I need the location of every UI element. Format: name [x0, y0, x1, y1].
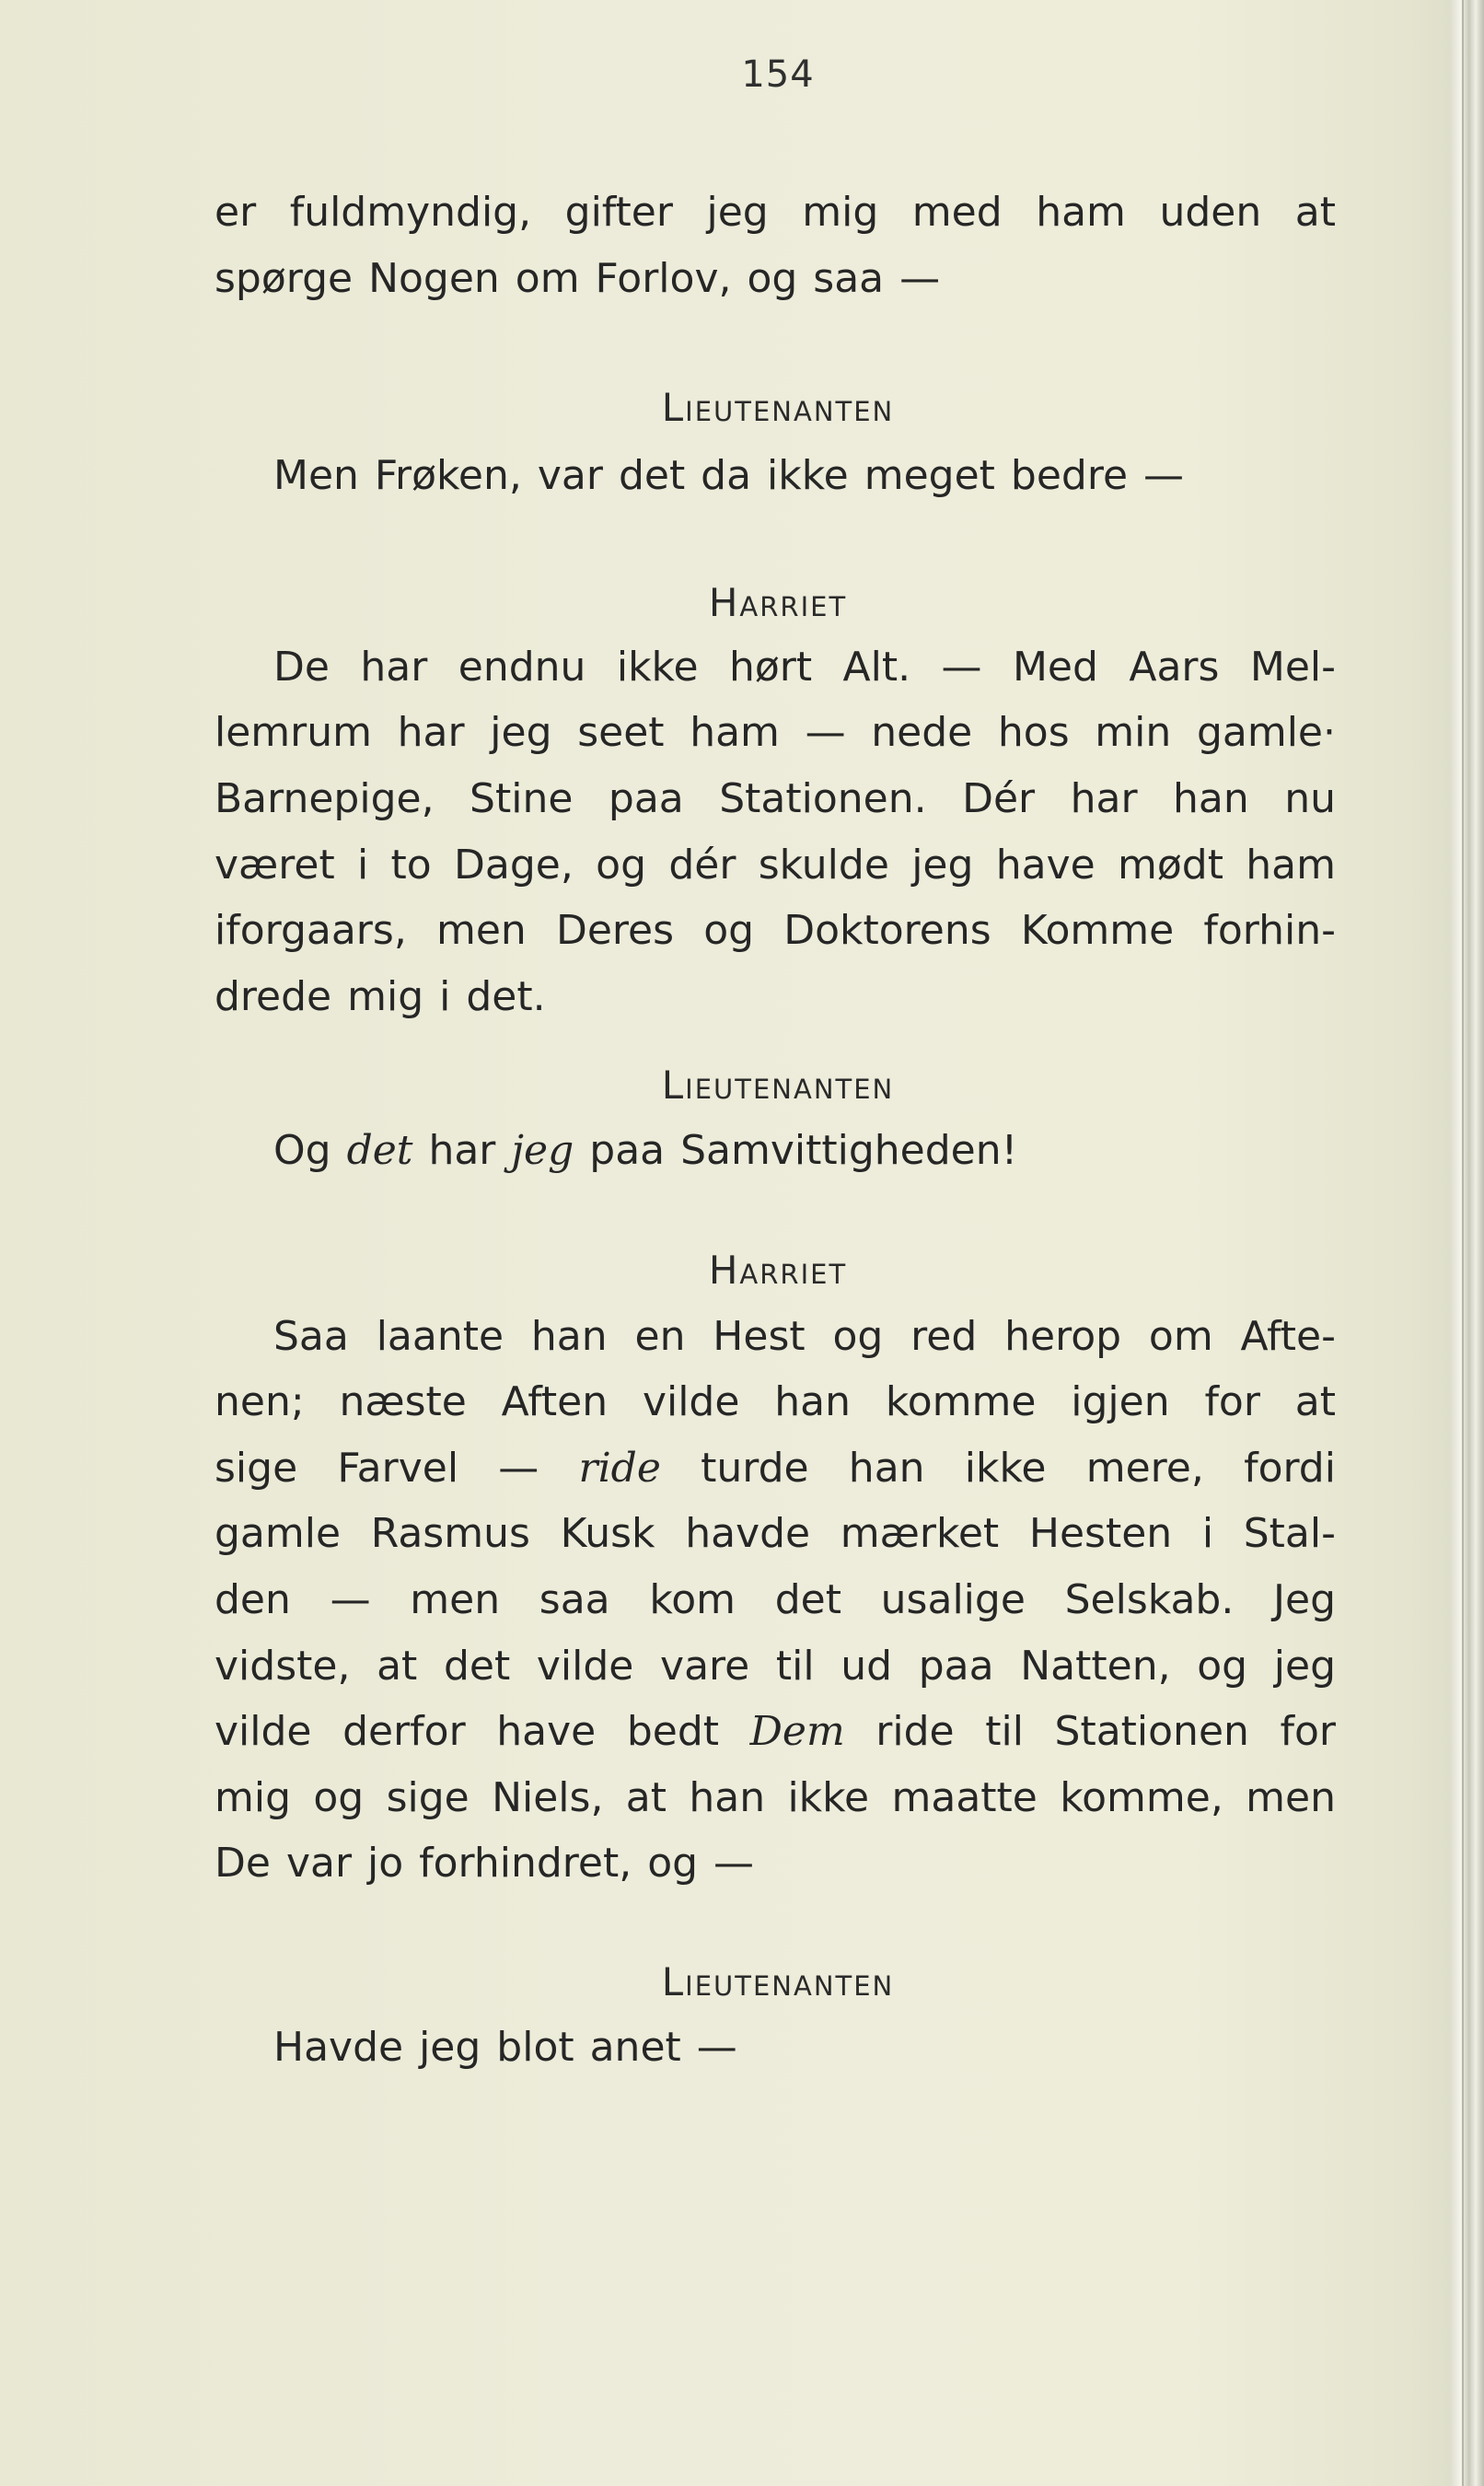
- speaker-name: Lieutenanten: [661, 385, 895, 430]
- text-line: De har endnu ikke hørt Alt. — Med Aars Mel-: [273, 644, 1336, 691]
- page-number: 154: [741, 53, 815, 96]
- emphasis: Dem: [749, 1708, 845, 1755]
- text-line: spørge Nogen om Forlov, og saa —: [214, 255, 941, 302]
- text-line: Men Frøken, var det da ikke meget bedre —: [273, 452, 1185, 499]
- text-line: den — men saa kom det usalige Selskab. Jeg: [214, 1576, 1336, 1623]
- text-fragment: turde han ikke mere, fordi: [701, 1445, 1336, 1492]
- speaker-name: Lieutenanten: [661, 1959, 895, 2004]
- speaker-name: Lieutenanten: [661, 1063, 895, 1108]
- emphasis: jeg: [511, 1127, 574, 1174]
- text-fragment: Og: [273, 1127, 331, 1174]
- emphasis: ride: [578, 1445, 661, 1492]
- emphasis: det: [346, 1127, 413, 1174]
- text-line: er fuldmyndig, gifter jeg mig med ham uden at: [214, 189, 1336, 236]
- text-line: drede mig i det.: [214, 973, 546, 1020]
- text-line: lemrum har jeg seet ham — nede hos min gamle·: [214, 709, 1336, 756]
- text-line: Saa laante han en Hest og red herop om Afte-: [273, 1313, 1336, 1360]
- text-fragment: paa Samvittigheden!: [589, 1127, 1018, 1174]
- text-line: mig og sige Niels, at han ikke maatte komme, men: [214, 1774, 1336, 1821]
- text-line: Havde jeg blot anet —: [273, 2024, 737, 2071]
- text-fragment: vilde derfor have bedt: [214, 1708, 720, 1755]
- text-line: Barnepige, Stine paa Stationen. Dér har han nu: [214, 775, 1336, 822]
- page-edge: [1451, 0, 1484, 2486]
- text-line: været i to Dage, og dér skulde jeg have mødt ham: [214, 842, 1336, 889]
- text-fragment: har: [428, 1127, 496, 1174]
- text-fragment: sige Farvel —: [214, 1445, 539, 1492]
- speaker-name: Harriet: [708, 1248, 848, 1293]
- binding-line: [1462, 0, 1464, 2486]
- text-fragment: ride til Stationen for: [875, 1708, 1336, 1755]
- text-line: De var jo forhindret, og —: [214, 1840, 755, 1887]
- text-line: nen; næste Aften vilde han komme igjen for at: [214, 1378, 1336, 1425]
- text-line: iforgaars, men Deres og Doktorens Komme forhin-: [214, 907, 1336, 954]
- speaker-name: Harriet: [708, 580, 848, 625]
- text-line: gamle Rasmus Kusk havde mærket Hesten i Stal-: [214, 1510, 1336, 1557]
- text-line: [214, 1706, 1336, 1758]
- text-line: [214, 1125, 1336, 1177]
- text-line: vidste, at det vilde vare til ud paa Natten, og jeg: [214, 1643, 1336, 1690]
- text-line: [214, 1443, 1336, 1494]
